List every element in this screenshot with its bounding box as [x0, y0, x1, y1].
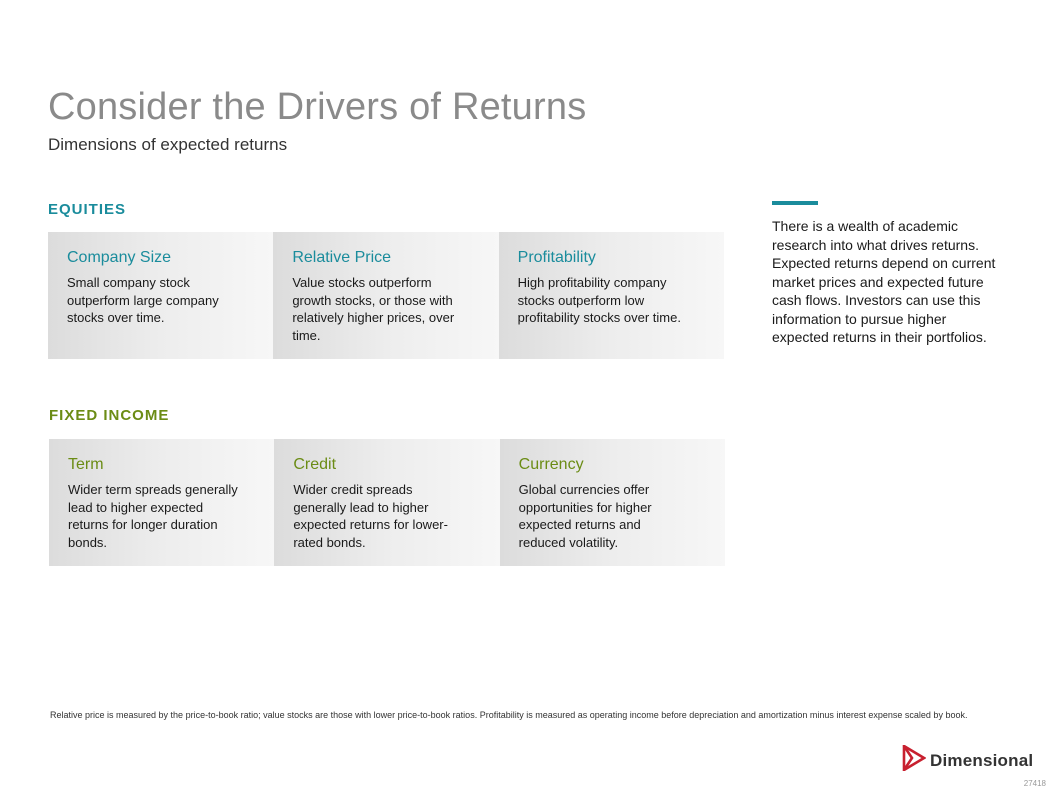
card-term — [49, 439, 274, 566]
card-title: Profitability — [517, 249, 596, 266]
sidebar-accent-bar — [772, 201, 818, 205]
card-text: Value stocks outperform growth stocks, or those with relatively higher prices, over time. — [292, 275, 455, 343]
dimensional-logo — [902, 745, 1033, 776]
card-text: Global currencies offer opportunities for higher expected returns and reduced volatility. — [518, 482, 652, 550]
footnote: Relative price is measured by the price-to-book ratio; value stocks are those with lower price-to-book ratios. Profitability is measured as operating income before depreciation and amortization minus interest expense scaled by book. — [50, 710, 968, 720]
card-title: Term — [68, 456, 104, 473]
card-text: Small company stock outperform large company stocks over time. — [67, 275, 219, 325]
card-currency — [500, 439, 725, 566]
card-text: Wider term spreads generally lead to higher expected returns for longer duration bonds. — [68, 482, 238, 550]
card-text: Wider credit spreads generally lead to higher expected returns for lower-rated bonds. — [293, 482, 448, 550]
page-code: 27418 — [1023, 779, 1046, 788]
card-title: Credit — [293, 456, 337, 473]
card-profitability — [499, 232, 724, 359]
card-title: Company Size — [67, 249, 172, 266]
page-title: Consider the Drivers of Returns — [48, 86, 587, 128]
equities-section-label: EQUITIES — [48, 201, 127, 218]
logo-text: Dimensional — [930, 750, 1034, 770]
card-company-size — [48, 232, 273, 359]
dimensional-logo-icon — [902, 745, 926, 776]
fixed-income-section-label: FIXED INCOME — [49, 407, 170, 424]
fixed-income-cards — [49, 439, 725, 566]
card-text: High profitability company stocks outperform low profitability stocks over time. — [517, 275, 681, 325]
card-credit — [274, 439, 499, 566]
equities-cards — [48, 232, 724, 359]
card-title: Currency — [518, 456, 584, 473]
sidebar-text: There is a wealth of academic research into what drives returns. Expected returns depend on current market prices and expected future cash flows. Investors can use this information to pursue higher expected returns in their portfolios. — [772, 218, 996, 345]
card-relative-price — [273, 232, 498, 359]
card-title: Relative Price — [292, 249, 392, 266]
page-subtitle: Dimensions of expected returns — [48, 135, 288, 154]
